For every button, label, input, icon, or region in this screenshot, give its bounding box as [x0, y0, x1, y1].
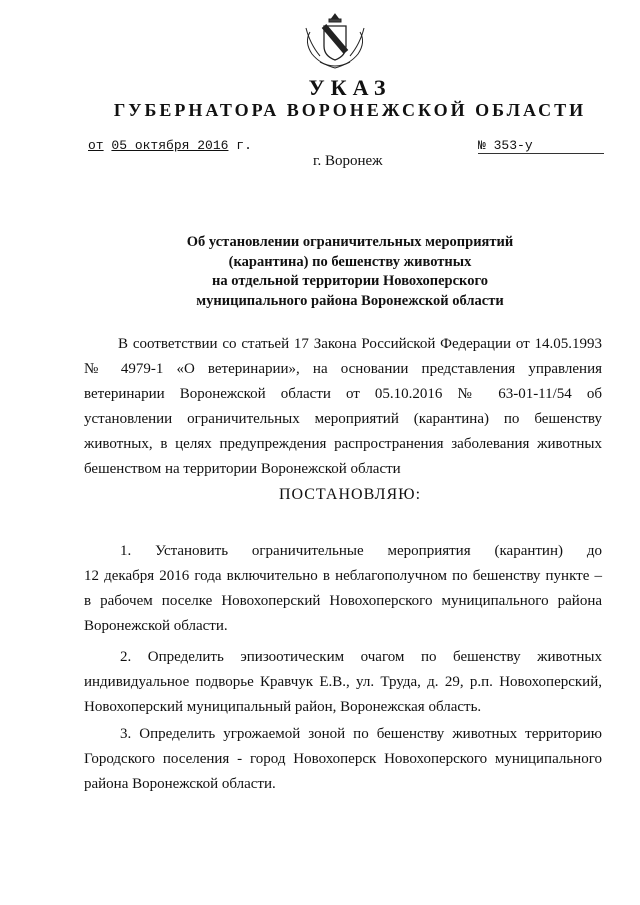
heading-line: муниципального района Воронежской области	[196, 292, 504, 309]
preamble-line: ветеринарии Воронежской области от 05.10.2016 № 63-01-11/54 об	[84, 386, 602, 402]
heading-line: на отдельной территории Новохоперского	[212, 273, 488, 289]
preamble-line: установлении ограничительных мероприятий (карантина) по бешенству	[84, 411, 602, 427]
item-line: 12 декабря 2016 года включительно в неблагополучном по бешенству пункте –	[84, 568, 602, 584]
number-prefix: №	[478, 138, 486, 153]
item-line: района Воронежской области.	[84, 776, 276, 792]
item-line: 3. Определить угрожаемой зоной по бешенству животных территорию	[120, 726, 602, 742]
date-suffix: г.	[236, 138, 252, 153]
item-line: 1. Установить ограничительные мероприятия (карантин) до	[120, 543, 602, 559]
document-date	[88, 138, 252, 153]
document-number	[478, 138, 604, 154]
decree-item-3	[84, 722, 602, 797]
heading-line: Об установлении ограничительных мероприятий	[186, 234, 514, 250]
item-line: Воронежской области.	[84, 618, 228, 634]
coat-of-arms-emblem	[300, 12, 370, 72]
number-value: 353-у	[493, 138, 533, 153]
heading-line: (карантина) по бешенству животных	[228, 253, 472, 270]
decree-word: ПОСТАНОВЛЯЮ:	[278, 486, 422, 503]
preamble-paragraph	[84, 332, 602, 482]
document-city: г. Воронеж	[313, 153, 383, 169]
decree-item-1	[84, 539, 602, 639]
item-line: индивидуальное подворье Кравчук Е.В., ул. Труда, д. 29, р.п. Новохоперский,	[84, 674, 602, 690]
item-line: Городского поселения - город Новохоперск Новохоперского муниципального	[84, 751, 602, 767]
date-prefix: от	[88, 138, 104, 153]
preamble-line: бешенством на территории Воронежской области	[84, 461, 401, 477]
preamble-line: В соответствии со статьей 17 Закона Российской Федерации от 14.05.1993	[118, 336, 602, 352]
item-line: в рабочем поселке Новохоперский Новохоперского муниципального района	[84, 593, 602, 609]
document-heading	[120, 233, 580, 311]
document-subtitle: ГУБЕРНАТОРА ВОРОНЕЖСКОЙ ОБЛАСТИ	[113, 100, 587, 120]
document-title: УКАЗ	[308, 75, 392, 100]
item-line: 2. Определить эпизоотическим очагом по бешенству животных	[120, 649, 602, 665]
preamble-line: № 4979-1 «О ветеринарии», на основании представления управления	[84, 361, 602, 377]
preamble-line: животных, в целях предупреждения распространения заболевания животных	[84, 436, 602, 452]
decree-item-2	[84, 645, 602, 720]
item-line: Новохоперский муниципальный район, Воронежская область.	[84, 699, 482, 715]
date-value: 05 октября 2016	[111, 138, 229, 153]
